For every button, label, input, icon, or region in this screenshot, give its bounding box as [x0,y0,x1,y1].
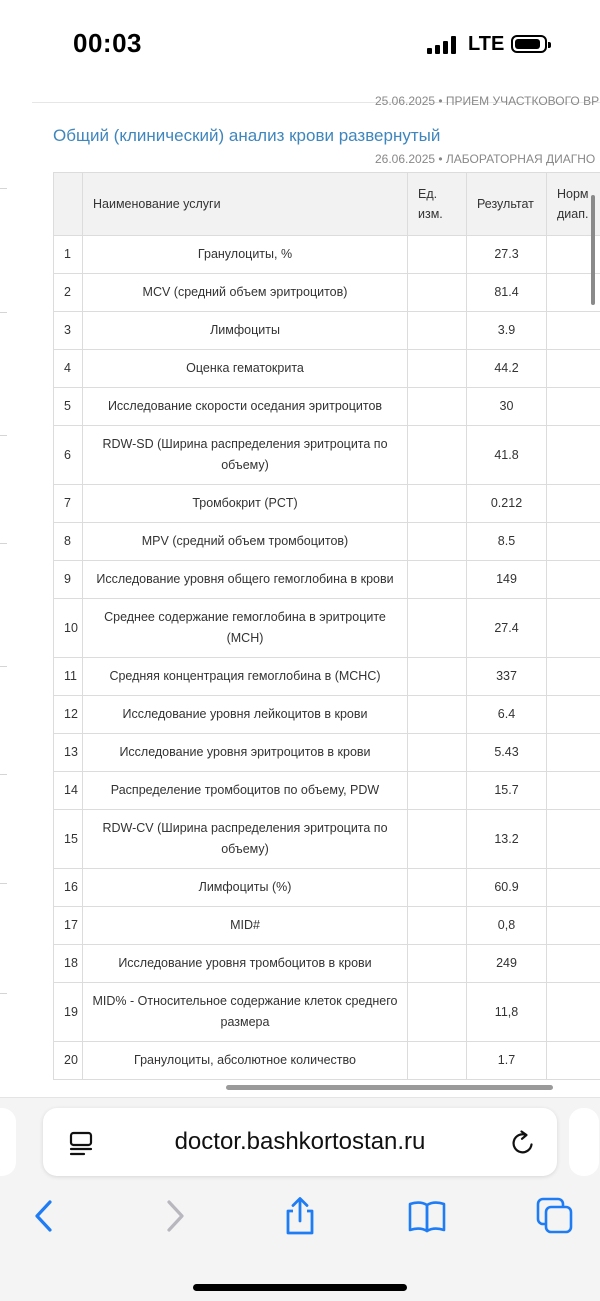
result-value: 3.9 [467,312,547,350]
row-number: 18 [54,945,83,983]
norm-range-cell [547,599,600,658]
status-time: 00:03 [73,28,142,59]
norm-range-cell [547,312,600,350]
service-name: MID% - Относительное содержание клеток среднего размера [83,983,408,1042]
service-name: MID# [83,907,408,945]
next-tab-preview[interactable] [569,1108,599,1176]
table-row [54,696,600,734]
unit-cell [408,869,467,907]
unit-cell [408,907,467,945]
table-row [54,561,600,599]
header-unit-line2: изм. [418,207,443,221]
row-number: 7 [54,485,83,523]
browser-toolbar [0,1097,600,1301]
unit-cell [408,388,467,426]
table-row [54,810,600,869]
norm-range-cell [547,772,600,810]
service-name: RDW-CV (Ширина распределения эритроцита по объему) [83,810,408,869]
row-number: 15 [54,810,83,869]
service-name: Гранулоциты, абсолютное количество [83,1042,408,1080]
result-value: 11,8 [467,983,547,1042]
norm-range-cell [547,907,600,945]
unit-cell [408,350,467,388]
result-value: 41.8 [467,426,547,485]
service-name: Лимфоциты [83,312,408,350]
lab-meta: 26.06.2025 • ЛАБОРАТОРНАЯ ДИАГНО [375,152,595,166]
web-content[interactable] [0,90,600,1090]
table-row [54,274,600,312]
table-row [54,945,600,983]
header-unit [408,173,467,236]
result-value: 5.43 [467,734,547,772]
row-number: 5 [54,388,83,426]
row-number: 14 [54,772,83,810]
row-number: 4 [54,350,83,388]
tabs-icon[interactable] [535,1196,575,1236]
unit-cell [408,485,467,523]
table-row [54,658,600,696]
norm-range-cell [547,983,600,1042]
norm-range-cell [547,945,600,983]
unit-cell [408,561,467,599]
unit-cell [408,274,467,312]
signal-strength-icon [427,36,463,54]
table-row [54,772,600,810]
norm-range-cell [547,523,600,561]
row-number: 10 [54,599,83,658]
service-name: Исследование уровня общего гемоглобина в крови [83,561,408,599]
result-value: 337 [467,658,547,696]
unit-cell [408,658,467,696]
norm-range-cell [547,658,600,696]
row-number: 20 [54,1042,83,1080]
result-value: 0.212 [467,485,547,523]
unit-cell [408,734,467,772]
table-row [54,350,600,388]
visit-meta: 25.06.2025 • ПРИЕМ УЧАСТКОВОГО ВР [375,94,599,108]
address-bar[interactable] [43,1108,557,1176]
unit-cell [408,312,467,350]
unit-cell [408,810,467,869]
unit-cell [408,523,467,561]
norm-range-cell [547,810,600,869]
service-name: Исследование уровня лейкоцитов в крови [83,696,408,734]
service-name: Тромбокрит (PCT) [83,485,408,523]
table-row [54,236,600,274]
service-name: Среднее содержание гемоглобина в эритроците (MCH) [83,599,408,658]
header-name: Наименование услуги [83,173,408,236]
result-value: 0,8 [467,907,547,945]
result-value: 149 [467,561,547,599]
unit-cell [408,772,467,810]
row-number: 6 [54,426,83,485]
row-number: 8 [54,523,83,561]
vertical-scrollbar[interactable] [591,195,595,305]
service-name: MCV (средний объем эритроцитов) [83,274,408,312]
row-number: 17 [54,907,83,945]
row-number: 1 [54,236,83,274]
unit-cell [408,983,467,1042]
reload-icon[interactable] [509,1129,537,1157]
norm-range-cell [547,869,600,907]
service-name: Лимфоциты (%) [83,869,408,907]
row-number: 2 [54,274,83,312]
result-value: 27.3 [467,236,547,274]
table-row [54,907,600,945]
network-type: LTE [468,33,504,56]
service-name: Распределение тромбоцитов по объему, PDW [83,772,408,810]
table-row [54,388,600,426]
result-value: 44.2 [467,350,547,388]
table-row [54,485,600,523]
norm-range-cell [547,388,600,426]
row-number: 3 [54,312,83,350]
home-indicator[interactable] [193,1284,407,1291]
row-number: 11 [54,658,83,696]
header-norm-line1: Норм [557,187,589,201]
row-number: 12 [54,696,83,734]
norm-range-cell [547,561,600,599]
service-name: Средняя концентрация гемоглобина в (MCHC) [83,658,408,696]
result-value: 8.5 [467,523,547,561]
table-row [54,1042,600,1080]
result-value: 1.7 [467,1042,547,1080]
result-value: 81.4 [467,274,547,312]
service-name: RDW-SD (Ширина распределения эритроцита по объему) [83,426,408,485]
battery-icon [511,35,547,53]
url-text[interactable]: doctor.bashkortostan.ru [43,1128,557,1156]
unit-cell [408,945,467,983]
table-header-row [54,173,600,236]
table-row [54,983,600,1042]
service-name: Исследование скорости оседания эритроцитов [83,388,408,426]
table-row [54,734,600,772]
service-name: Оценка гематокрита [83,350,408,388]
result-value: 15.7 [467,772,547,810]
table-row [54,523,600,561]
table-row [54,312,600,350]
result-value: 13.2 [467,810,547,869]
norm-range-cell [547,1042,600,1080]
norm-range-cell [547,734,600,772]
result-value: 27.4 [467,599,547,658]
horizontal-scrollbar[interactable] [226,1085,553,1090]
result-value: 60.9 [467,869,547,907]
results-table [53,172,600,1080]
norm-range-cell [547,350,600,388]
result-value: 249 [467,945,547,983]
norm-range-cell [547,696,600,734]
table-row [54,426,600,485]
row-number: 16 [54,869,83,907]
unit-cell [408,1042,467,1080]
row-number: 19 [54,983,83,1042]
unit-cell [408,426,467,485]
result-value: 30 [467,388,547,426]
service-name: MPV (средний объем тромбоцитов) [83,523,408,561]
header-result: Результат [467,173,547,236]
previous-tab-preview[interactable] [0,1108,16,1176]
header-norm-line2: диап. [557,207,588,221]
service-name: Исследование уровня эритроцитов в крови [83,734,408,772]
row-number: 9 [54,561,83,599]
table-row [54,599,600,658]
service-name: Исследование уровня тромбоцитов в крови [83,945,408,983]
header-unit-line1: Ед. [418,187,437,201]
share-icon[interactable] [280,1196,320,1236]
service-title-link[interactable]: Общий (клинический) анализ крови развернутый [53,126,440,146]
forward-icon[interactable] [155,1196,195,1236]
bookmarks-icon[interactable] [407,1196,447,1236]
result-value: 6.4 [467,696,547,734]
norm-range-cell [547,485,600,523]
row-number: 13 [54,734,83,772]
status-bar [0,0,600,90]
unit-cell [408,599,467,658]
header-num [54,173,83,236]
service-name: Гранулоциты, % [83,236,408,274]
table-row [54,869,600,907]
back-icon[interactable] [25,1196,65,1236]
norm-range-cell [547,426,600,485]
unit-cell [408,696,467,734]
unit-cell [408,236,467,274]
